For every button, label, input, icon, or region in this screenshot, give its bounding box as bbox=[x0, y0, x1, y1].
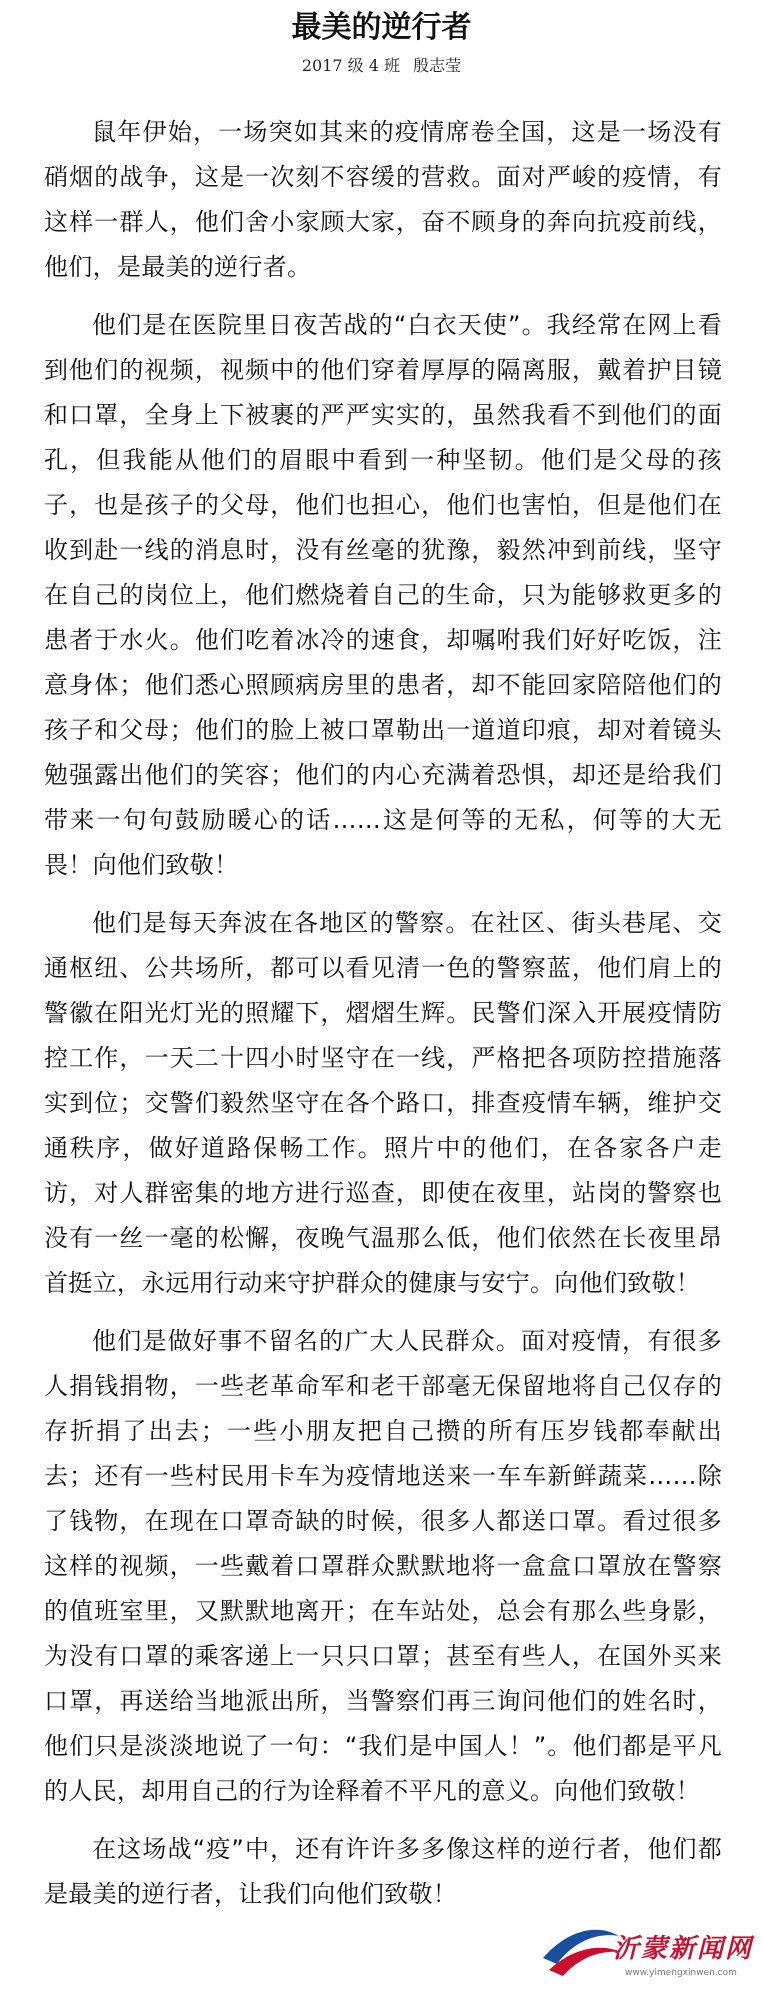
article-title: 最美的逆行者 bbox=[291, 10, 472, 45]
paragraph-3: 他们是每天奔波在各地区的警察。在社区、街头巷尾、交通枢纽、公共场所，都可以看见清一色的警察蓝，他们肩上的警徽在阳光灯光的照耀下，熠熠生辉。民警们深入开展疫情防控工作，一天二十四小时坚守在一线，严格把各项防控措施落实到位；交警们毅然坚守在各个路口，排查疫情车辆，维护交通秩序，做好道路保畅工作。照片中的他们，在各家各户走访，对人群密集的地方进行巡查，即使在夜里，站岗的警察也没有一丝一毫的松懈，夜晚气温那么低，他们依然在长夜里昂首挺立，永远用行动来守护群众的健康与安宁。向他们致敬！ bbox=[44, 909, 722, 1297]
paragraph-4: 他们是做好事不留名的广大人民群众。面对疫情，有很多人捐钱捐物，一些老革命军和老干部毫无保留地将自己仅存的存折捐了出去；一些小朋友把自己攒的所有压岁钱都奉献出去；还有一些村民用卡车为疫情地送来一车车新鲜蔬菜……除了钱物，在现在口罩奇缺的时候，很多人都送口罩。看过很多这样的视频，一些戴着口罩群众默默地将一盒盒口罩放在警察的值班室里，又默默地离开；在车站处，总会有那么些身影，为没有口罩的乘客递上一只只口罩；甚至有些人，在国外买来口罩，再送给当地派出所，当警察们再三询问他们的姓名时，他们只是淡淡地说了一句：“我们是中国人！”。他们都是平凡的人民，却用自己的行为诠释着不平凡的意义。向他们致敬！ bbox=[44, 1327, 722, 1805]
class-label: 2017 级 4 班 bbox=[301, 56, 401, 75]
article-body bbox=[44, 110, 722, 1930]
watermark-text: 沂蒙新闻网 bbox=[613, 1934, 754, 1964]
paragraph-1: 鼠年伊始，一场突如其来的疫情席卷全国，这是一场没有硝烟的战争，这是一次刻不容缓的营救。面对严峻的疫情，有这样一群人，他们舍小家顾大家，奋不顾身的奔向抗疫前线，他们，是最美的逆行者。 bbox=[44, 118, 722, 281]
author-name: 殷志莹 bbox=[413, 56, 462, 75]
byline bbox=[0, 54, 763, 78]
paragraph-5: 在这场战“疫”中，还有许许多多像这样的逆行者，他们都是最美的逆行者，让我们向他们致敬！ bbox=[44, 1835, 722, 1908]
site-watermark bbox=[539, 1918, 754, 1990]
watermark-url: www.yimengxinwen.com bbox=[625, 1968, 737, 1978]
paragraph-2: 他们是在医院里日夜苦战的“白衣天使”。我经常在网上看到他们的视频，视频中的他们穿着厚厚的隔离服，戴着护目镜和口罩，全身上下被裹的严严实实的，虽然我看不到他们的面孔，但我能从他们的眉眼中看到一种坚韧。他们是父母的孩子，也是孩子的父母，他们也担心，他们也害怕，但是他们在收到赴一线的消息时，没有丝毫的犹豫，毅然冲到前线，坚守在自己的岗位上，他们燃烧着自己的生命，只为能够救更多的患者于水火。他们吃着冰冷的速食，却嘱咐我们好好吃饭，注意身体；他们悉心照顾病房里的患者，却不能回家陪陪他们的孩子和父母；他们的脸上被口罩勒出一道道印痕，却对着镜头勉强露出他们的笑容；他们的内心充满着恐惧，却还是给我们带来一句句鼓励暖心的话……这是何等的无私，何等的大无畏！向他们致敬！ bbox=[44, 311, 722, 879]
